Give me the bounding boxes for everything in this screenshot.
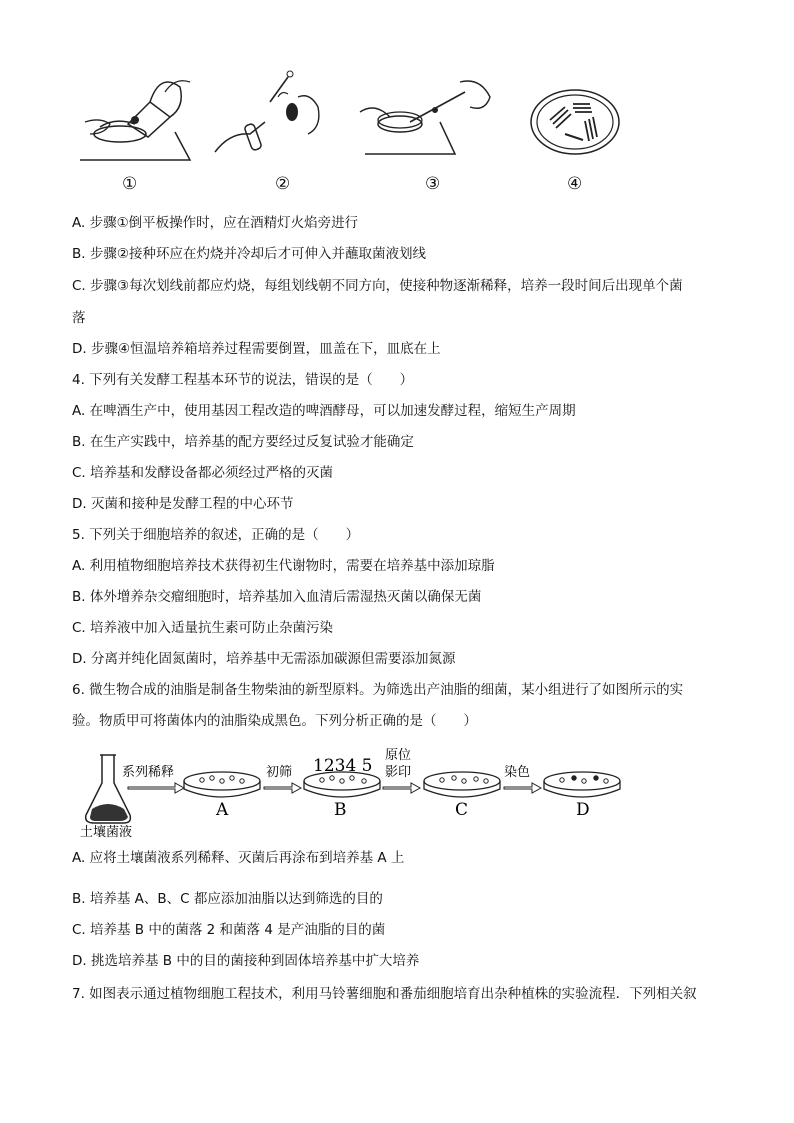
q3-option-a: A. 步骤①倒平板操作时，应在酒精灯火焰旁进行 xyxy=(72,215,359,231)
step-figure xyxy=(70,62,630,202)
q6-option-a: A. 应将土壤菌液系列稀释、灭菌后再涂布到培养基 A 上 xyxy=(72,850,405,866)
arrow4-label: 染色 xyxy=(504,765,531,780)
flame-loop-illustration xyxy=(210,62,330,167)
q5-option-d: D. 分离并纯化固氮菌时，培养基中无需添加碳源但需要添加氮源 xyxy=(72,651,456,667)
q7-stem: 7. 如图表示通过植物细胞工程技术，利用马铃薯细胞和番茄细胞培育出杂种植株的实验流程．下列相关叙 xyxy=(72,986,697,1002)
q5-stem: 5. 下列关于细胞培养的叙述，正确的是（ ） xyxy=(72,527,360,543)
colony-numbers: 1234 5 xyxy=(313,756,373,776)
arrow3-label-line1: 原位 xyxy=(385,748,412,763)
pour-plate-illustration xyxy=(80,62,200,167)
q6-flow-figure xyxy=(80,743,640,838)
q6-stem-line2: 验。物质甲可将菌体内的油脂染成黑色。下列分析正确的是（ ） xyxy=(72,713,477,729)
flask-label: 土壤菌液 xyxy=(80,825,133,838)
q6-option-d: D. 挑选培养基 B 中的目的菌接种到固体培养基中扩大培养 xyxy=(72,953,420,969)
step-label-3: ③ xyxy=(425,174,441,194)
plate-label-c: C xyxy=(455,800,469,820)
plate-a xyxy=(184,772,260,797)
arrow2-label: 初筛 xyxy=(266,765,293,780)
arrow1-label: 系列稀释 xyxy=(122,765,175,780)
step-label-4: ④ xyxy=(567,174,583,194)
q4-option-b: B. 在生产实践中，培养基的配方要经过反复试验才能确定 xyxy=(72,434,414,450)
plate-label-b: B xyxy=(334,800,347,820)
q5-option-a: A. 利用植物细胞培养技术获得初生代谢物时，需要在培养基中添加琼脂 xyxy=(72,558,495,574)
arrow3-label-line2: 影印 xyxy=(385,765,412,780)
q4-option-d: D. 灭菌和接种是发酵工程的中心环节 xyxy=(72,496,294,512)
plate-label-a: A xyxy=(216,800,229,820)
step-label-2: ② xyxy=(275,174,291,194)
streaked-plate-illustration xyxy=(525,62,625,167)
q6-option-c: C. 培养基 B 中的菌落 2 和菌落 4 是产油脂的目的菌 xyxy=(72,922,386,938)
q4-option-c: C. 培养基和发酵设备都必须经过严格的灭菌 xyxy=(72,465,334,481)
q5-option-c: C. 培养液中加入适量抗生素可防止杂菌污染 xyxy=(72,620,334,636)
q4-option-a: A. 在啤酒生产中，使用基因工程改造的啤酒酵母，可以加速发酵过程，缩短生产周期 xyxy=(72,403,576,419)
q5-option-b: B. 体外增养杂交瘤细胞时，培养基加入血清后需湿热灭菌以确保无菌 xyxy=(72,589,482,605)
q3-option-d: D. 步骤④恒温培养箱培养过程需要倒置，皿盖在下，皿底在上 xyxy=(72,341,441,357)
q3-option-c: C. 步骤③每次划线前都应灼烧，每组划线朝不同方向，使接种物逐渐稀释，培养一段时间后出现单个菌 xyxy=(72,278,683,294)
q4-stem: 4. 下列有关发酵工程基本环节的说法，错误的是（ ） xyxy=(72,372,414,388)
plate-label-d: D xyxy=(576,800,590,820)
streaking-illustration xyxy=(355,62,495,167)
step-label-1: ① xyxy=(122,174,138,194)
q3-option-b: B. 步骤②接种环应在灼烧并冷却后才可伸入并蘸取菌液划线 xyxy=(72,246,426,262)
plate-c xyxy=(424,772,500,797)
plate-d xyxy=(544,772,620,797)
q6-option-b: B. 培养基 A、B、C 都应添加油脂以达到筛选的目的 xyxy=(72,891,383,907)
q3-option-c-continued: 落 xyxy=(72,310,86,326)
q6-stem-line1: 6. 微生物合成的油脂是制备生物柴油的新型原料。为筛选出产油脂的细菌，某小组进行了如图所示的实 xyxy=(72,682,684,698)
